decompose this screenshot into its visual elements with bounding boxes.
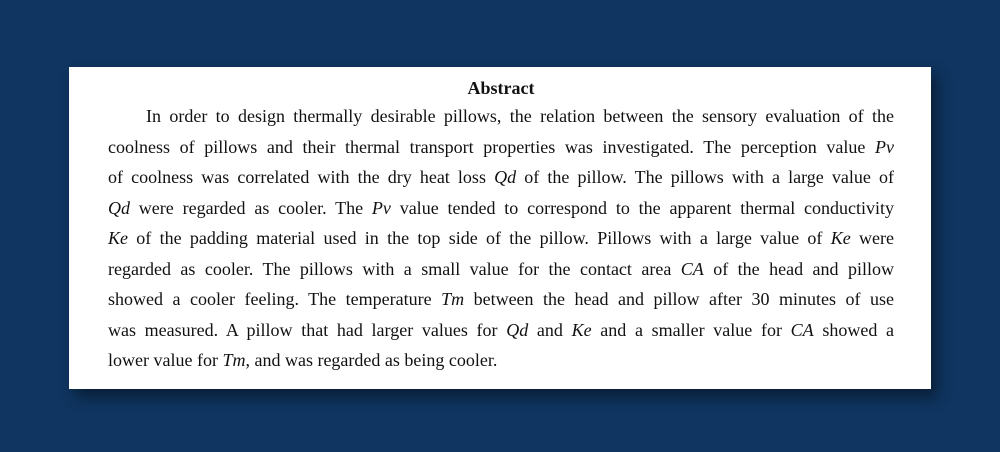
abstract-title: Abstract (467, 78, 535, 98)
text-segment: were (850, 228, 894, 248)
text-segment: of coolness was correlated with the dry heat loss (108, 167, 495, 187)
variable-symbol: Qd (494, 167, 517, 187)
abstract-line (108, 162, 894, 193)
abstract-line (108, 254, 894, 285)
abstract-line (108, 223, 894, 254)
text-segment: was measured. A pillow that had larger values for (108, 319, 507, 340)
text-segment: were regarded as cooler. The (130, 197, 372, 218)
variable-symbol: Pv (371, 197, 391, 218)
text-segment: regarded as cooler. The pillows with a small value for the contact area (108, 258, 681, 279)
variable-symbol: Tm (441, 289, 465, 309)
text-segment: of the head and pillow (703, 258, 894, 279)
variable-symbol: Tm (222, 350, 246, 370)
text-segment: and a smaller value for (591, 319, 791, 340)
abstract-line (108, 101, 894, 132)
text-segment: , and was regarded as being cooler. (245, 350, 498, 370)
text-segment: In order to design thermally desirable pillows, the relation between the sensory evaluation of the (146, 106, 894, 126)
variable-symbol: Ke (830, 228, 851, 248)
variable-symbol: CA (680, 258, 704, 279)
abstract-line (108, 132, 894, 163)
variable-symbol: Qd (506, 319, 529, 340)
text-segment: showed a (813, 319, 894, 340)
variable-symbol: Pv (875, 136, 894, 157)
abstract-body (108, 101, 894, 376)
variable-symbol: Ke (108, 228, 128, 248)
abstract-line (108, 284, 894, 315)
variable-symbol: Ke (571, 319, 592, 340)
variable-symbol: Qd (108, 197, 130, 218)
abstract-line (108, 315, 894, 346)
text-segment: lower value for (108, 350, 223, 370)
abstract-card (69, 67, 931, 389)
text-segment: of the padding material used in the top side of the pillow. Pillows with a large value of (128, 228, 831, 248)
text-segment: and (528, 319, 572, 340)
text-segment: coolness of pillows and their thermal transport properties was investigated. The perception value (108, 136, 876, 157)
text-segment: between the head and pillow after 30 minutes of use (464, 289, 894, 309)
text-segment: value tended to correspond to the apparent thermal conductivity (390, 197, 895, 218)
abstract-line (108, 193, 894, 224)
abstract-line (108, 345, 894, 376)
text-segment: showed a cooler feeling. The temperature (108, 289, 442, 309)
variable-symbol: CA (790, 319, 814, 340)
text-segment: of the pillow. The pillows with a large value of (516, 167, 894, 187)
